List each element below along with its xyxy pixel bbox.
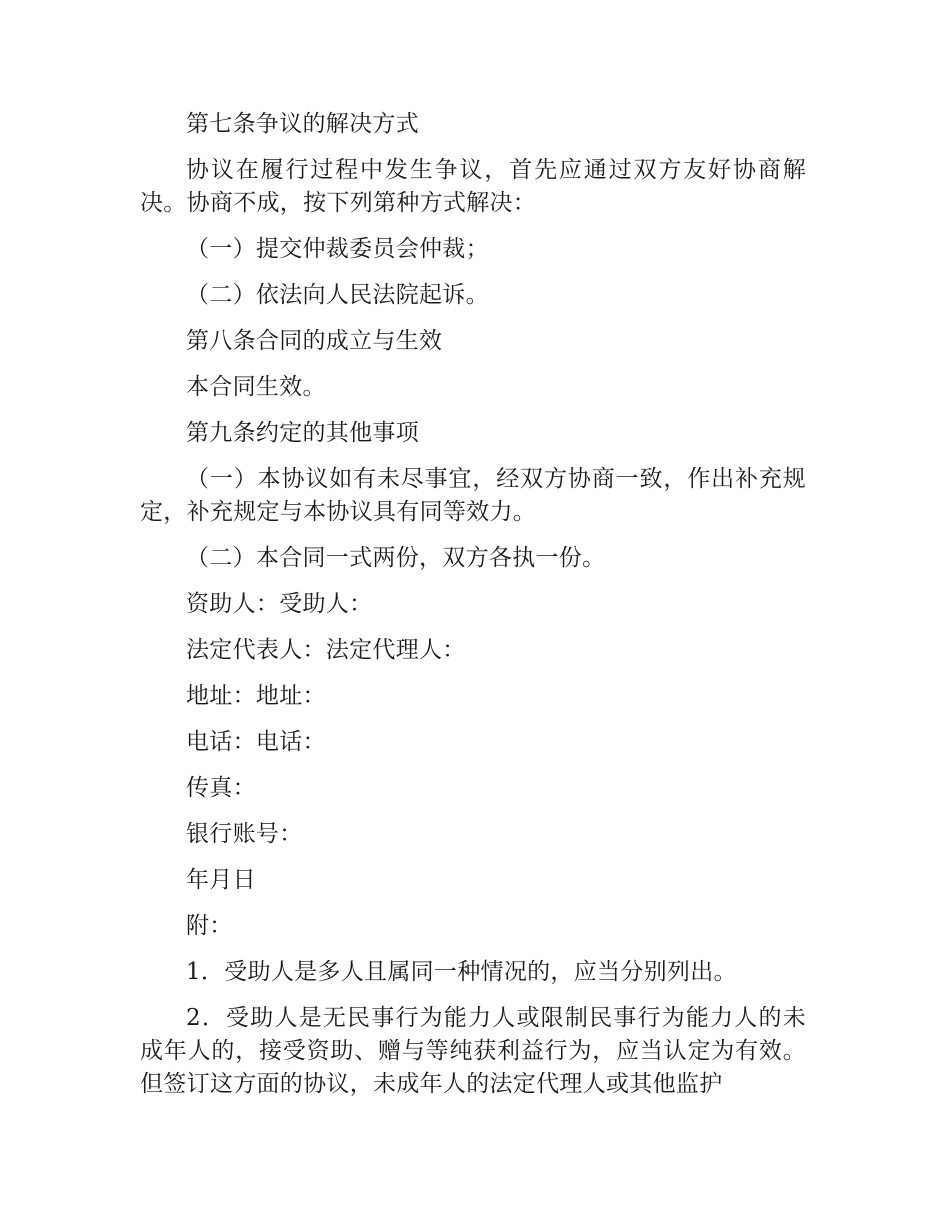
bank-account-line: 银行账号： bbox=[186, 821, 303, 847]
phone-line: 电话：电话： bbox=[186, 729, 326, 755]
other-matters-item-2: （二）本合同一式两份，双方各执一份。 bbox=[186, 545, 606, 571]
article-9-heading: 第九条约定的其他事项 bbox=[186, 420, 419, 446]
article-7-heading: 第七条争议的解决方式 bbox=[186, 111, 419, 137]
contract-effect-text: 本合同生效。 bbox=[186, 374, 326, 400]
dispute-resolution-text: 协议在履行过程中发生争议，首先应通过双方友好协商解决。协商不成，按下列第种方式解决： bbox=[140, 157, 806, 216]
appendix-note-2: 2．受助人是无民事行为能力人或限制民事行为能力人的未成年人的，接受资助、赠与等纯获利益行为，应当认定为有效。但签订这方面的协议，未成年人的法定代理人或其他监护 bbox=[140, 1005, 806, 1097]
representative-line: 法定代表人：法定代理人： bbox=[186, 637, 466, 663]
fax-line: 传真： bbox=[186, 775, 256, 801]
dispute-option-arbitration: （一）提交仲裁委员会仲裁； bbox=[186, 236, 489, 262]
appendix-note-1: 1．受助人是多人且属同一种情况的，应当分别列出。 bbox=[186, 959, 737, 985]
other-matters-item-1: （一）本协议如有未尽事宜，经双方协商一致，作出补充规定，补充规定与本协议具有同等效力。 bbox=[140, 466, 806, 525]
dispute-option-litigation: （二）依法向人民法院起诉。 bbox=[186, 282, 489, 308]
document-body bbox=[140, 108, 806, 1114]
date-line: 年月日 bbox=[186, 867, 256, 893]
sponsor-recipient-line: 资助人：受助人： bbox=[186, 591, 373, 617]
article-8-heading: 第八条合同的成立与生效 bbox=[186, 328, 443, 354]
address-line: 地址：地址： bbox=[186, 683, 326, 709]
appendix-heading: 附： bbox=[186, 913, 233, 939]
